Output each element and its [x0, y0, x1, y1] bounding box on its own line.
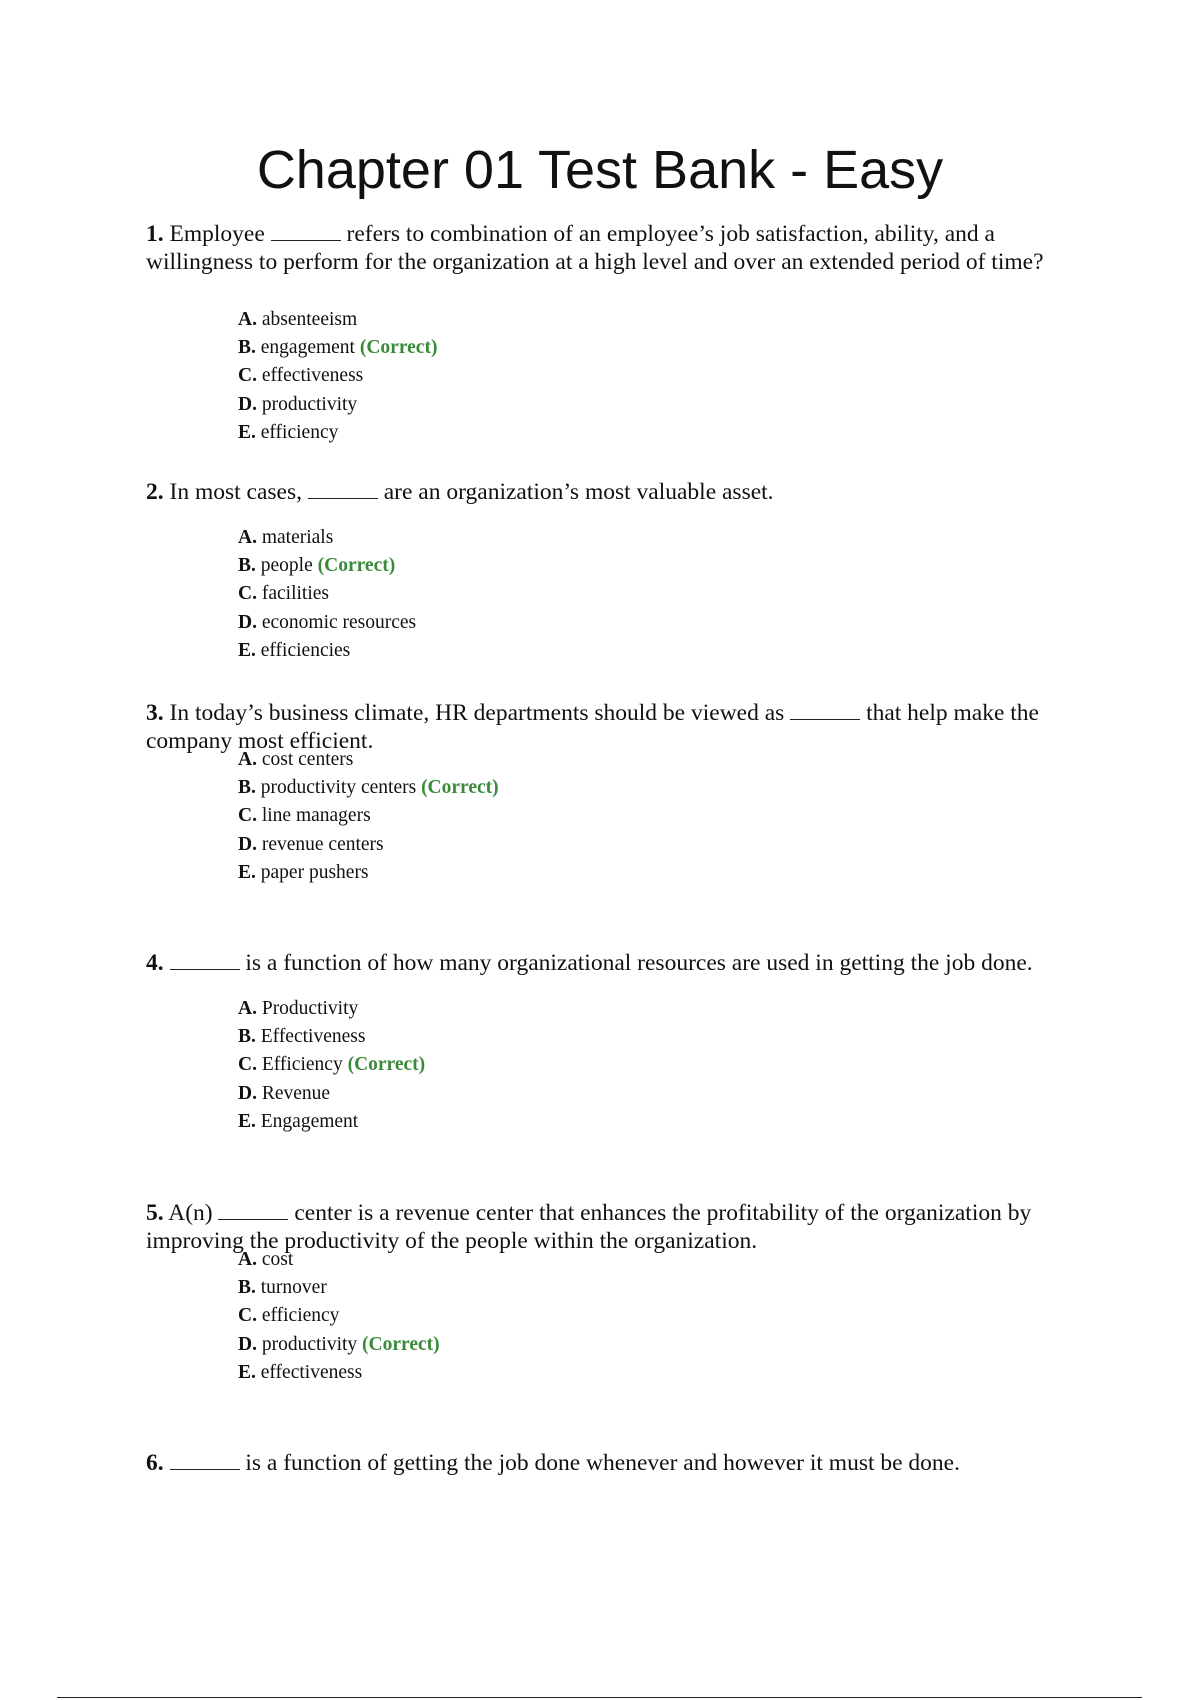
correct-answer-badge: (Correct) [421, 777, 499, 799]
option-text: efficiency [261, 1305, 340, 1327]
answer-blank [790, 701, 860, 720]
option-e [238, 637, 938, 665]
question-text-after: is a function of how many organizational resources are used in getting the job done. [245, 950, 1033, 976]
option-letter: B. [238, 337, 256, 359]
options-list [238, 995, 938, 1136]
option-text: revenue centers [261, 833, 384, 855]
option-text: Productivity [261, 998, 359, 1019]
question-text-before: In most cases, [169, 479, 302, 505]
option-a [238, 306, 938, 334]
option-letter: C. [238, 805, 257, 827]
option-letter: B. [238, 1277, 256, 1299]
option-letter: A. [238, 749, 257, 770]
question-text-before: Employee [169, 221, 265, 247]
option-text: facilities [261, 583, 329, 605]
option-e [238, 859, 938, 887]
option-letter: D. [238, 1082, 257, 1104]
option-text: Effectiveness [260, 1026, 366, 1048]
option-e [238, 1359, 938, 1387]
question-text-after: that help make the company most efficient. [146, 700, 1039, 754]
option-text: turnover [260, 1277, 327, 1299]
option-a [238, 524, 938, 552]
option-text: people [260, 555, 313, 577]
question-text-after: refers to combination of an employee’s job satisfaction, ability, and a willingness to perform for the organization at a high level and over an extended period of time? [146, 221, 1044, 275]
answer-blank [170, 1451, 240, 1470]
option-a [238, 995, 938, 1023]
option-letter: C. [238, 583, 257, 605]
option-letter: D. [238, 833, 257, 855]
option-text: cost [261, 1249, 294, 1270]
question-text-after: center is a revenue center that enhances the profitability of the organization by improving the productivity of the people within the organization. [146, 1200, 1032, 1254]
options-list [238, 746, 938, 887]
correct-answer-badge: (Correct) [359, 337, 438, 359]
option-letter: B. [238, 555, 256, 577]
option-b [238, 1274, 938, 1302]
option-d [238, 391, 938, 419]
option-text: materials [261, 527, 334, 548]
answer-blank [218, 1201, 288, 1220]
question-6 [146, 1449, 1046, 1477]
options-list [238, 524, 938, 665]
option-letter: A. [238, 527, 257, 548]
option-letter: E. [238, 421, 256, 443]
correct-answer-badge: (Correct) [362, 1333, 440, 1355]
correct-answer-badge: (Correct) [347, 1054, 426, 1076]
option-text: efficiency [260, 421, 339, 443]
option-letter: A. [238, 1249, 257, 1270]
option-d [238, 831, 938, 859]
option-c [238, 1051, 938, 1079]
option-b [238, 774, 938, 802]
question-number: 1. [146, 221, 164, 247]
correct-answer-badge: (Correct) [317, 555, 396, 577]
option-letter: E. [238, 861, 256, 883]
option-letter: D. [238, 1333, 257, 1355]
option-c [238, 1302, 938, 1330]
question-4 [146, 949, 1046, 977]
footer-divider [57, 1697, 1142, 1698]
answer-blank [308, 480, 378, 499]
option-text: line managers [261, 805, 371, 827]
option-text: productivity centers [260, 777, 417, 799]
option-e [238, 419, 938, 447]
option-b [238, 1023, 938, 1051]
answer-blank [271, 222, 341, 241]
option-e [238, 1108, 938, 1136]
page-title: Chapter 01 Test Bank - Easy [256, 140, 944, 200]
option-text: absenteeism [261, 309, 358, 330]
question-number: 2. [146, 479, 164, 505]
question-2 [146, 478, 1046, 506]
option-letter: E. [238, 1361, 256, 1383]
option-letter: B. [238, 777, 256, 799]
option-text: Engagement [260, 1110, 359, 1132]
question-text-after: is a function of getting the job done whenever and however it must be done. [245, 1450, 960, 1476]
option-letter: E. [238, 1110, 256, 1132]
option-a [238, 746, 938, 774]
option-letter: A. [238, 309, 257, 330]
option-text: effectiveness [260, 1361, 363, 1383]
option-letter: B. [238, 1026, 256, 1048]
option-text: engagement [260, 337, 355, 359]
options-list [238, 1246, 938, 1387]
option-text: Revenue [261, 1082, 331, 1104]
question-text-before: A(n) [168, 1200, 213, 1226]
option-b [238, 334, 938, 362]
option-d [238, 609, 938, 637]
options-list [238, 306, 938, 447]
option-text: cost centers [261, 749, 354, 770]
option-b [238, 552, 938, 580]
option-text: effectiveness [261, 365, 364, 387]
question-number: 3. [146, 700, 164, 726]
option-letter: E. [238, 639, 256, 661]
question-number: 4. [146, 950, 164, 976]
answer-blank [170, 951, 240, 970]
question-text-before: In today’s business climate, HR departments should be viewed as [169, 700, 785, 726]
option-d [238, 1080, 938, 1108]
question-1 [146, 220, 1046, 276]
option-text: paper pushers [260, 861, 369, 883]
option-letter: A. [238, 998, 257, 1019]
option-c [238, 580, 938, 608]
option-c [238, 362, 938, 390]
question-number: 5. [146, 1200, 164, 1226]
option-text: efficiencies [260, 639, 351, 661]
option-text: productivity [261, 393, 358, 415]
option-text: productivity [261, 1333, 358, 1355]
option-text: economic resources [261, 611, 417, 633]
question-text-after: are an organization’s most valuable asset. [383, 479, 774, 505]
option-letter: D. [238, 611, 257, 633]
option-d [238, 1331, 938, 1359]
option-a [238, 1246, 938, 1274]
option-c [238, 802, 938, 830]
option-letter: C. [238, 1054, 257, 1076]
option-letter: C. [238, 365, 257, 387]
option-letter: D. [238, 393, 257, 415]
option-text: Efficiency [261, 1054, 343, 1076]
question-number: 6. [146, 1450, 164, 1476]
option-letter: C. [238, 1305, 257, 1327]
